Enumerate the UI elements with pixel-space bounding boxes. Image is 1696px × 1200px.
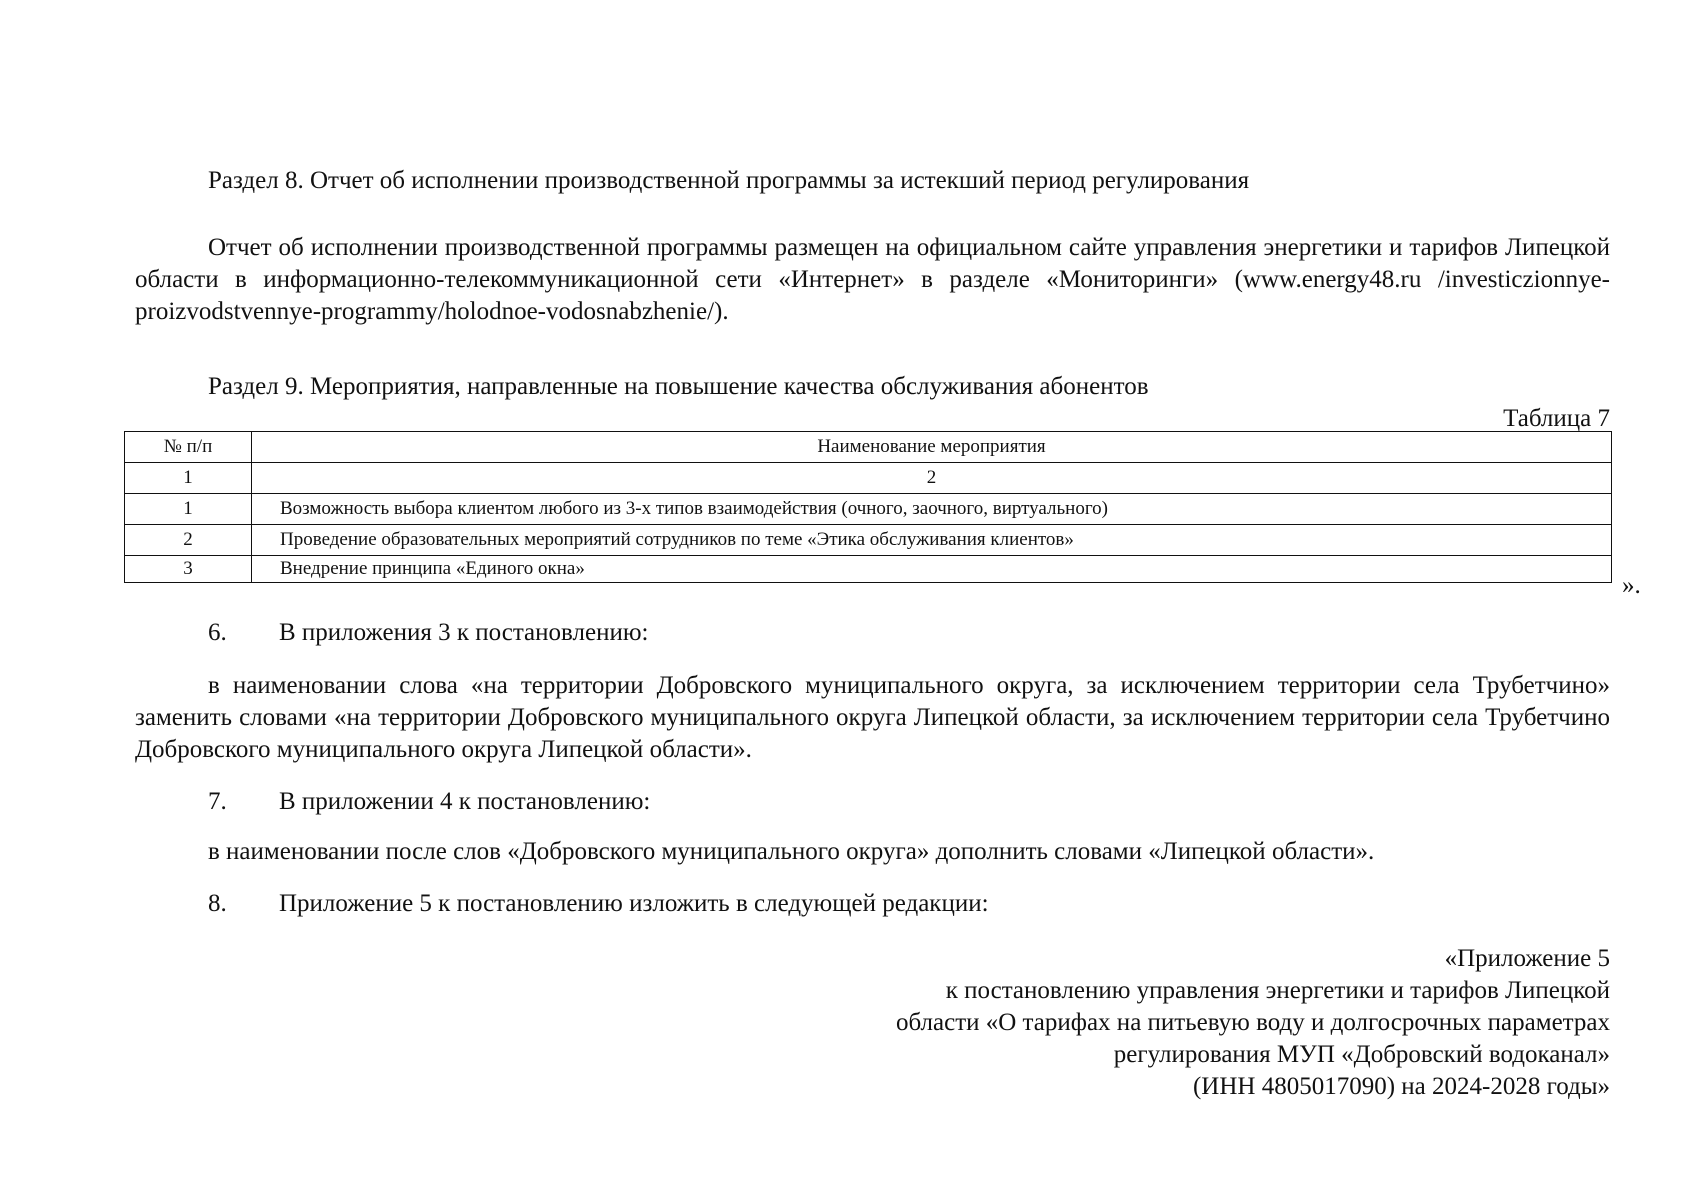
table-row [125, 494, 1612, 525]
appendix-line-3: области «О тарифах на питьевую воду и долгосрочных параметрах [895, 1009, 1610, 1036]
appendix-header [896, 943, 1610, 1103]
appendix-line-2: к постановлению управления энергетики и тарифов Липецкой [945, 977, 1610, 1004]
header-measure-name: Наименование мероприятия [252, 432, 1612, 463]
appendix-line-1: «Приложение 5 [1444, 945, 1610, 972]
appendix-line-5: (ИНН 4805017090) на 2024-2028 годы» [1192, 1073, 1610, 1100]
item7-number: 7. [208, 788, 227, 815]
item7-body: в наименовании после слов «Добровского муниципального округа» дополнить словами «Липецкой области». [208, 838, 1375, 865]
section9-heading: Раздел 9. Мероприятия, направленные на повышение качества обслуживания абонентов [208, 373, 1149, 400]
index-col-1: 1 [125, 463, 252, 494]
item8-number: 8. [208, 890, 227, 917]
table-header-row [125, 432, 1612, 463]
row-measure: Внедрение принципа «Единого окна» [252, 556, 1612, 583]
item8-title: Приложение 5 к постановлению изложить в следующей редакции: [279, 890, 989, 917]
row-number: 2 [125, 525, 252, 556]
row-number: 3 [125, 556, 252, 583]
item6-title-line [208, 620, 648, 645]
row-measure: Возможность выбора клиентом любого из 3-х типов взаимодействия (очного, заочного, виртуального) [252, 494, 1612, 525]
item6-number: 6. [208, 619, 227, 646]
section8-paragraph: Отчет об исполнении производственной программы размещен на официальном сайте управления энергетики и тарифов Липецкой области в информационно-телекоммуникационной сети «Интернет» в разделе «Мониторинги» (www.energy48.ru /investiczionnye-proizvodstvennye-programmy/holodnoe-vodosnabzhenie/). [135, 234, 1610, 325]
table-caption: Таблица 7 [1503, 405, 1610, 432]
item7-title: В приложении 4 к постановлению: [279, 788, 651, 815]
table-row [125, 556, 1612, 583]
appendix-line-4: регулирования МУП «Добровский водоканал» [1113, 1041, 1610, 1068]
index-col-2: 2 [252, 463, 1612, 494]
row-measure: Проведение образовательных мероприятий сотрудников по теме «Этика обслуживания клиентов» [252, 525, 1612, 556]
item6-title: В приложения 3 к постановлению: [279, 619, 649, 646]
item7-title-line [208, 789, 650, 814]
section8-heading: Раздел 8. Отчет об исполнении производственной программы за истекший период регулирования [208, 167, 1250, 194]
table-row [125, 525, 1612, 556]
row-number: 1 [125, 494, 252, 525]
header-number: № п/п [125, 432, 252, 463]
measures-table [124, 431, 1612, 583]
item6-body: в наименовании слова «на территории Добровского муниципального округа, за исключением территории села Трубетчино» заменить словами «на территории Добровского муниципального округа Липецкой области, за исключением территории села Трубетчино Добровского муниципального округа Липецкой области». [135, 672, 1610, 763]
item8-title-line [208, 891, 989, 916]
table-closing-mark: ». [1622, 572, 1641, 599]
table-index-row [125, 463, 1612, 494]
